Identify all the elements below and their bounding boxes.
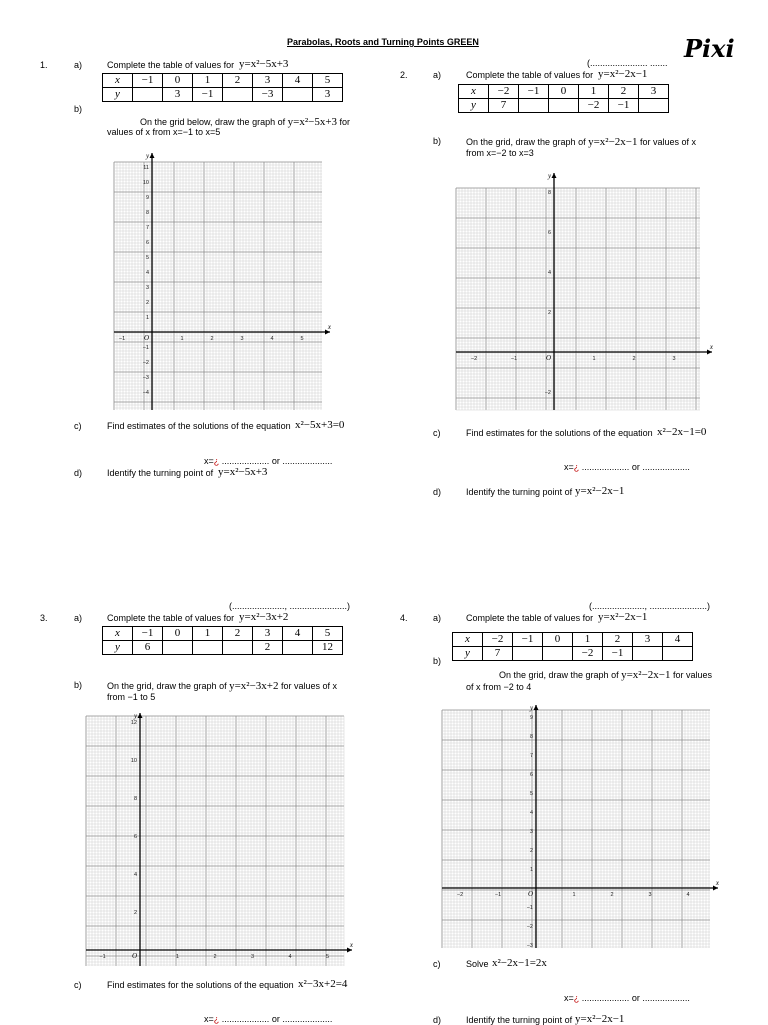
x-tick-label: 2 (632, 356, 636, 362)
q1-b-label: b) (74, 104, 83, 114)
answer-x-label: x= (564, 462, 574, 472)
q2-table-y-cell: 7 (489, 99, 519, 113)
q3-table-y-cell[interactable] (283, 641, 313, 655)
answer-mark: ¿ (573, 993, 580, 1003)
q1-table-x-cell: 4 (283, 74, 313, 88)
y-tick-label: 4 (529, 810, 533, 816)
q1-table-x-header: x (103, 74, 133, 88)
y-tick-label: −3 (142, 375, 149, 381)
origin-label: O (528, 890, 534, 898)
q4-c-equation: x²−2x−1=2x (492, 957, 547, 969)
origin-label: O (546, 354, 552, 362)
answer-blank[interactable]: .................... (282, 456, 333, 466)
q3-turning-point-blank[interactable]: (....................., .......................) (589, 601, 711, 611)
q1-b-text-3: values of x from x=−1 to x=5 (107, 127, 221, 137)
q4-d-text: Identify the turning point of (466, 1015, 573, 1025)
q1-turning-point-blank[interactable]: (....................... ....... (587, 58, 668, 68)
y-tick-label: 8 (133, 796, 137, 802)
y-tick-label: 6 (145, 240, 149, 246)
q3-b-text-1: On the grid, draw the graph of (107, 681, 227, 691)
y-tick-label: 1 (145, 315, 149, 321)
y-axis-arrow (138, 713, 143, 718)
q2-a-equation: y=x²−2x−1 (598, 68, 648, 80)
q1-table-y-cell[interactable] (223, 88, 253, 102)
q1-d-text: Identify the turning point of (107, 468, 214, 478)
y-tick-label: −4 (142, 390, 149, 396)
q2-a-label: a) (433, 70, 442, 80)
q1-table-x-cell: 0 (163, 74, 193, 88)
y-tick-label: −2 (544, 390, 551, 396)
y-tick-label: 2 (133, 910, 137, 916)
q1-table-y-cell: 3 (313, 88, 343, 102)
x-tick-label: 4 (686, 892, 690, 898)
answer-blank[interactable]: ................... (642, 993, 690, 1003)
q3-graph-grid[interactable] (84, 710, 356, 968)
q2-b-label: b) (433, 136, 442, 146)
q4-table-x-header: x (453, 633, 483, 647)
q4-d-label: d) (433, 1015, 442, 1025)
q2-table-y-cell[interactable] (639, 99, 669, 113)
q3-b-label: b) (74, 680, 83, 690)
x-tick-label: 1 (572, 892, 576, 898)
q4-table-x-cell: 1 (573, 633, 603, 647)
x-tick-label: 1 (592, 356, 596, 362)
y-axis-label: y (530, 704, 534, 712)
y-tick-label: 10 (130, 758, 137, 764)
q2-table-y-cell: −1 (609, 99, 639, 113)
x-axis-label: x (715, 879, 719, 887)
q1-c-equation: x²−5x+3=0 (295, 419, 345, 431)
q3-c-equation: x²−3x+2=4 (298, 978, 348, 990)
answer-blank[interactable]: ................... (581, 462, 630, 472)
q4-table-y-cell: −1 (603, 647, 633, 661)
q4-table-y-cell[interactable] (663, 647, 693, 661)
q3-table-x-cell: 1 (193, 627, 223, 641)
q1-d-equation: y=x²−5x+3 (218, 466, 268, 478)
answer-mark: ¿ (213, 456, 220, 466)
answer-mark: ¿ (213, 1014, 220, 1024)
answer-mark: ¿ (573, 462, 580, 472)
q2-table-x-cell: −2 (489, 85, 519, 99)
answer-x-label: x= (564, 993, 574, 1003)
q2-b-text-1: On the grid, draw the graph of (466, 137, 586, 147)
x-tick-label: 3 (250, 954, 255, 960)
x-tick-label: −1 (510, 356, 518, 362)
q2-table-x-cell: −1 (519, 85, 549, 99)
y-axis-arrow (150, 153, 155, 158)
x-tick-label: 1 (175, 954, 180, 960)
q2-table-y-cell: −2 (579, 99, 609, 113)
y-axis-arrow (552, 173, 557, 178)
q1-a-label: a) (74, 60, 83, 70)
q4-b-label: b) (433, 656, 442, 666)
q2-table-x-cell: 2 (609, 85, 639, 99)
q4-c-text: Solve (466, 959, 489, 969)
y-tick-label: 10 (142, 180, 149, 186)
q4-table-x-cell: 2 (603, 633, 633, 647)
answer-or: or (631, 993, 640, 1003)
y-tick-label: −2 (142, 360, 149, 366)
y-tick-label: 9 (529, 715, 533, 721)
q1-table-x-cell: 3 (253, 74, 283, 88)
y-tick-label: 3 (145, 285, 149, 291)
q2-table (458, 84, 669, 113)
page-title: Parabolas, Roots and Turning Points GREEN (287, 37, 479, 47)
q4-table-y-cell: 7 (483, 647, 513, 661)
y-tick-label: 7 (145, 225, 149, 231)
pixi-logo: Pixi (684, 34, 735, 63)
q3-table-y-row (103, 641, 343, 655)
x-tick-label: 2 (210, 336, 214, 342)
q1-table-y-cell: −1 (193, 88, 223, 102)
q1-c-label: c) (74, 421, 82, 431)
answer-blank[interactable]: ................... (221, 1014, 270, 1024)
q4-table-y-cell[interactable] (633, 647, 663, 661)
q2-table-x-cell: 0 (549, 85, 579, 99)
y-tick-label: 4 (547, 270, 551, 276)
q1-a-equation: y=x²−5x+3 (239, 58, 289, 70)
answer-blank[interactable]: ................... (642, 462, 690, 472)
q2-table-x-header: x (459, 85, 489, 99)
y-tick-label: 6 (547, 230, 551, 236)
q3-table-y-header: y (103, 641, 133, 655)
q4-table-x-cell: 3 (633, 633, 663, 647)
q4-table (452, 632, 693, 661)
x-tick-label: 1 (180, 336, 184, 342)
q2-b-equation: y=x²−2x−1 (588, 136, 638, 148)
q1-table-y-cell: 3 (163, 88, 193, 102)
q4-answer-line[interactable] (564, 993, 690, 1003)
y-tick-label: 2 (145, 300, 149, 306)
q3-a-equation: y=x²−3x+2 (239, 611, 289, 623)
q2-table-y-row (459, 99, 669, 113)
q1-table-x-cell: 1 (193, 74, 223, 88)
q3-table-x-cell: 2 (223, 627, 253, 641)
q4-number: 4. (400, 613, 408, 623)
x-tick-label: 4 (288, 954, 292, 960)
y-axis-arrow (534, 705, 539, 710)
q4-table-y-header: y (453, 647, 483, 661)
answer-x-label: x= (204, 456, 214, 466)
x-tick-label: 4 (270, 336, 274, 342)
q4-table-x-row (453, 633, 693, 647)
q4-a-text: Complete the table of values for (466, 613, 594, 623)
q3-a-label: a) (74, 613, 83, 623)
y-tick-label: 2 (547, 310, 551, 316)
x-tick-label: 5 (325, 954, 330, 960)
y-axis-label: y (146, 152, 150, 160)
q3-table-y-cell: 12 (313, 641, 343, 655)
q3-table-y-cell[interactable] (163, 641, 193, 655)
q1-b-text-2: for (339, 117, 351, 127)
y-axis-label: y (134, 712, 138, 720)
q4-b-text-3: of x from −2 to 4 (466, 682, 532, 692)
q2-d-text: Identify the turning point of (466, 487, 573, 497)
answer-blank[interactable]: ................... (221, 456, 270, 466)
q1-answer-line[interactable] (204, 456, 332, 466)
q1-table-y-cell[interactable] (133, 88, 163, 102)
x-tick-label: −2 (456, 892, 464, 898)
q2-d-equation: y=x²−2x−1 (575, 485, 625, 497)
y-tick-label: 2 (529, 848, 533, 854)
q3-table-y-cell: 2 (253, 641, 283, 655)
q1-table-y-row (103, 88, 343, 102)
y-tick-label: 8 (547, 190, 551, 196)
q4-table-y-cell[interactable] (543, 647, 573, 661)
q2-table-x-cell: 1 (579, 85, 609, 99)
q2-c-text: Find estimates for the solutions of the equation (466, 428, 653, 438)
q3-b-text-2: for values of x (281, 681, 338, 691)
q2-graph-grid[interactable] (454, 170, 716, 412)
y-tick-label: −3 (526, 943, 533, 949)
q2-b-text-2: for values of x (640, 137, 697, 147)
x-tick-label: 3 (240, 336, 244, 342)
x-tick-label: 3 (672, 356, 676, 362)
q3-answer-line[interactable] (204, 1014, 332, 1024)
q1-number: 1. (40, 60, 48, 70)
origin-label: O (144, 334, 150, 342)
x-tick-label: 2 (213, 954, 217, 960)
q4-c-label: c) (433, 959, 441, 969)
q3-a-text: Complete the table of values for (107, 613, 235, 623)
q4-b-text-2: for values (673, 670, 713, 680)
x-tick-label: 3 (648, 892, 652, 898)
y-tick-label: 4 (145, 270, 149, 276)
q3-table-y-cell[interactable] (223, 641, 253, 655)
q4-graph-grid[interactable] (440, 702, 722, 950)
y-tick-label: 12 (130, 720, 137, 726)
q1-table-x-cell: 5 (313, 74, 343, 88)
q4-a-label: a) (433, 613, 442, 623)
q4-a-equation: y=x²−2x−1 (598, 611, 648, 623)
x-tick-label: −2 (470, 356, 478, 362)
q1-table-x-cell: 2 (223, 74, 253, 88)
q1-b-text-1: On the grid below, draw the graph of (140, 117, 286, 127)
q3-table-x-row (103, 627, 343, 641)
y-tick-label: −1 (526, 905, 533, 911)
q3-b-equation: y=x²−3x+2 (229, 680, 279, 692)
answer-blank[interactable]: ................... (581, 993, 630, 1003)
q2-table-y-cell[interactable] (519, 99, 549, 113)
q4-b-equation: y=x²−2x−1 (621, 669, 671, 681)
q4-table-y-row (453, 647, 693, 661)
y-axis-label: y (548, 172, 552, 180)
q2-answer-line[interactable] (564, 462, 690, 472)
y-tick-label: 6 (133, 834, 137, 840)
x-tick-label: −1 (494, 892, 502, 898)
q3-table-x-cell: 4 (283, 627, 313, 641)
q4-table-y-cell[interactable] (513, 647, 543, 661)
q2-c-equation: x²−2x−1=0 (657, 426, 707, 438)
q4-table-x-cell: −2 (483, 633, 513, 647)
q2-table-x-row (459, 85, 669, 99)
q3-c-label: c) (74, 980, 82, 990)
q3-b-text (107, 680, 337, 692)
q2-b-text (466, 136, 696, 148)
y-tick-label: 3 (529, 829, 533, 835)
answer-blank[interactable]: .................... (282, 1014, 333, 1024)
q3-table (102, 626, 343, 655)
y-tick-label: 8 (529, 734, 533, 740)
x-tick-label: 2 (610, 892, 614, 898)
q2-table-y-cell[interactable] (549, 99, 579, 113)
y-tick-label: 6 (529, 772, 533, 778)
q3-table-y-cell[interactable] (193, 641, 223, 655)
q4-table-x-cell: 0 (543, 633, 573, 647)
y-tick-label: 8 (145, 210, 149, 216)
y-tick-label: 5 (145, 255, 149, 261)
x-tick-label: 5 (300, 336, 304, 342)
answer-or: or (631, 462, 640, 472)
x-tick-label: −1 (99, 954, 106, 960)
y-tick-label: 1 (529, 867, 533, 873)
q1-c-text: Find estimates of the solutions of the equation (107, 421, 291, 431)
q3-number: 3. (40, 613, 48, 623)
q1-a-text: Complete the table of values for (107, 60, 235, 70)
q4-table-x-cell: 4 (663, 633, 693, 647)
q1-table-y-cell[interactable] (283, 88, 313, 102)
q1-d-label: d) (74, 468, 83, 478)
q3-table-x-cell: 0 (163, 627, 193, 641)
x-axis-label: x (327, 323, 331, 331)
answer-or: or (271, 456, 280, 466)
q4-table-x-cell: −1 (513, 633, 543, 647)
q3-c-text: Find estimates for the solutions of the equation (107, 980, 294, 990)
q1-table-x-cell: −1 (133, 74, 163, 88)
q1-table-x-row (103, 74, 343, 88)
q3-table-x-header: x (103, 627, 133, 641)
q2-d-label: d) (433, 487, 442, 497)
y-tick-label: 11 (143, 165, 149, 171)
q2-b-text-3: from x=−2 to x=3 (466, 148, 534, 158)
answer-or: or (271, 1014, 280, 1024)
q1-table-y-cell: −3 (253, 88, 283, 102)
y-tick-label: 5 (529, 791, 533, 797)
q3-table-x-cell: 3 (253, 627, 283, 641)
q1-table (102, 73, 343, 102)
q3-table-y-cell: 6 (133, 641, 163, 655)
q4-d-equation: y=x²−2x−1 (575, 1013, 625, 1025)
q2-table-x-cell: 3 (639, 85, 669, 99)
x-tick-label: −1 (118, 336, 126, 342)
x-axis-label: x (349, 941, 353, 949)
x-axis-label: x (709, 343, 713, 351)
y-tick-label: 7 (529, 753, 533, 759)
q1-graph-grid[interactable] (112, 150, 334, 412)
q3-b-text-3: from −1 to 5 (107, 692, 156, 702)
q1-b-equation: y=x²−5x+3 (287, 116, 338, 128)
answer-x-label: x= (204, 1014, 214, 1024)
q3-table-x-cell: 5 (313, 627, 343, 641)
q4-b-text (499, 669, 712, 681)
q1-table-y-header: y (103, 88, 133, 102)
q2-table-y-header: y (459, 99, 489, 113)
q2-number: 2. (400, 70, 408, 80)
q3-table-x-cell: −1 (133, 627, 163, 641)
y-tick-label: 4 (133, 872, 137, 878)
q4-table-y-cell: −2 (573, 647, 603, 661)
q2-c-label: c) (433, 428, 441, 438)
y-tick-label: −1 (142, 345, 149, 351)
origin-label: O (132, 952, 138, 960)
y-tick-label: 9 (145, 195, 149, 201)
q4-b-text-1: On the grid, draw the graph of (499, 670, 619, 680)
y-tick-label: −2 (526, 924, 533, 930)
q2-turning-point-blank[interactable]: (....................., .......................) (229, 601, 351, 611)
q2-a-text: Complete the table of values for (466, 70, 594, 80)
